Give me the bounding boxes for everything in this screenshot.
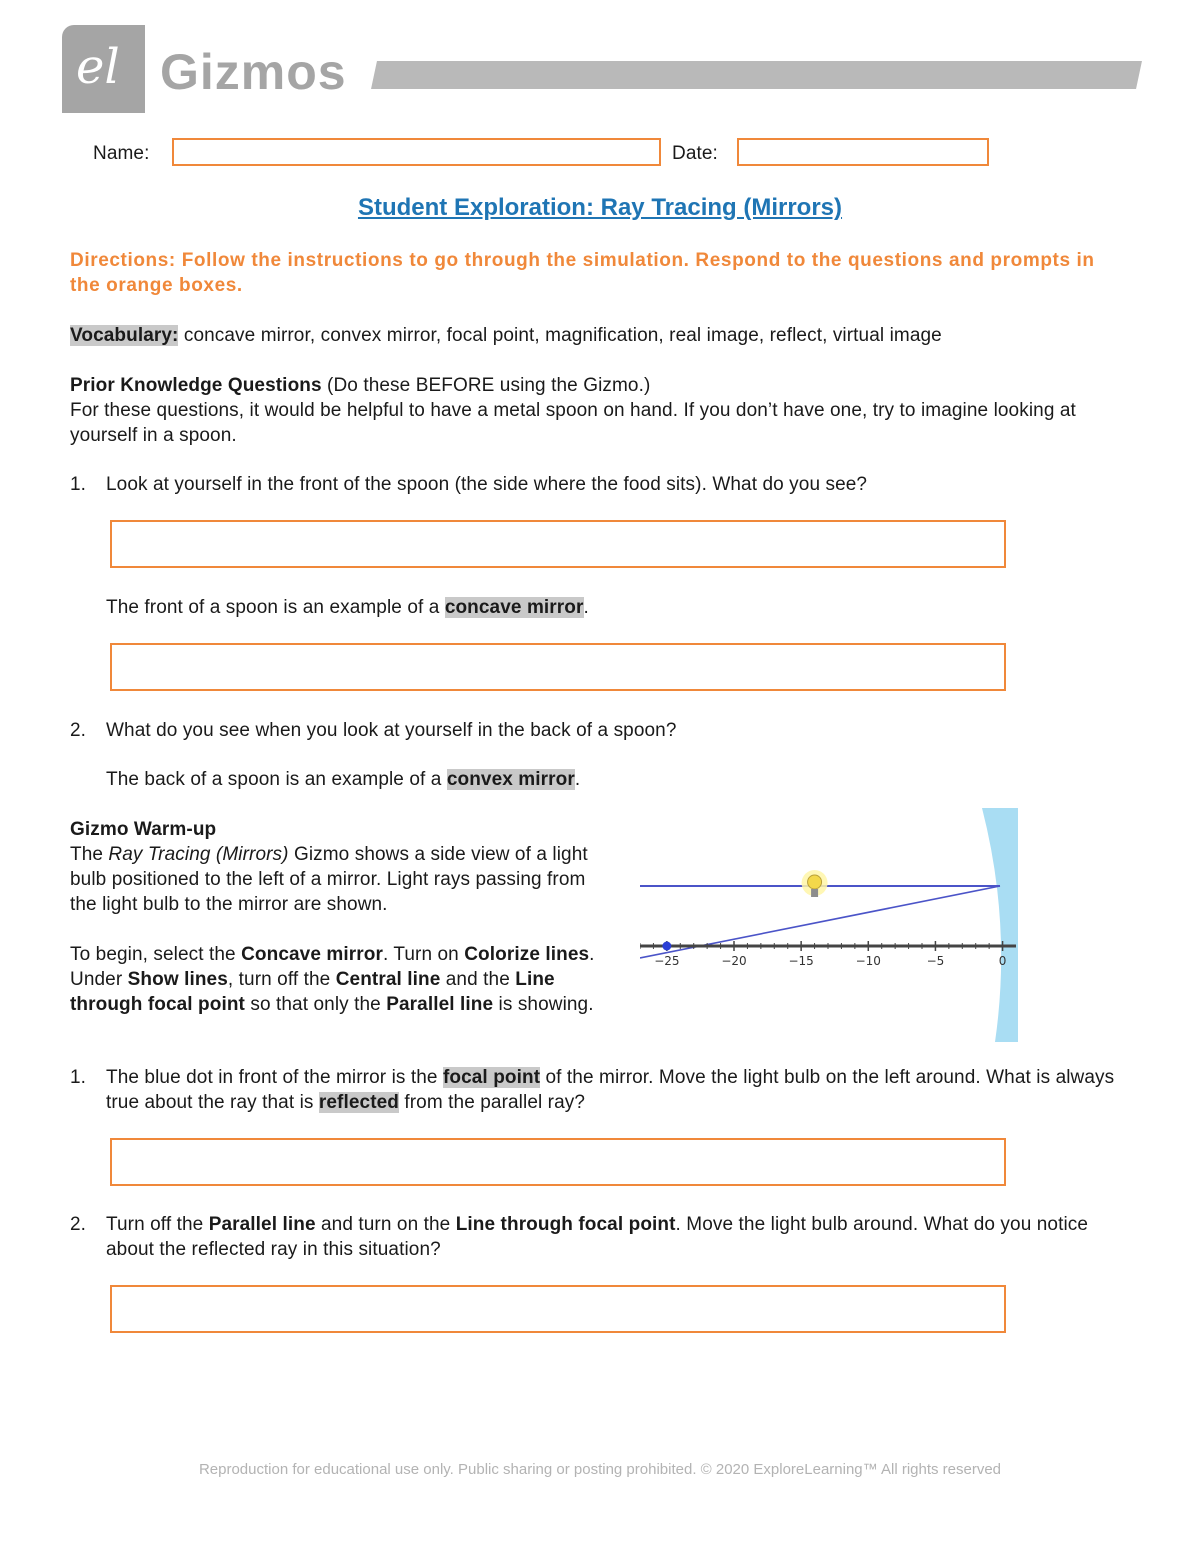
p2-show-lines: Show lines	[127, 969, 228, 990]
warmup-paragraph-1	[70, 842, 615, 917]
warmup-q2-number: 2.	[70, 1214, 87, 1235]
focal-point-term: focal point	[442, 1067, 541, 1088]
p2-parallel-line: Parallel line	[386, 994, 494, 1015]
prior-heading-note: (Do these BEFORE using the Gizmo.)	[327, 375, 651, 396]
prior-q2-note-pre: The back of a spoon is an example of a	[106, 769, 447, 790]
reflected-term: reflected	[318, 1092, 399, 1113]
date-field[interactable]	[737, 138, 989, 166]
prior-q1-note-answer-box[interactable]	[110, 643, 1006, 691]
wq2-line-through-focal-point: Line through focal point	[455, 1214, 676, 1235]
p2-a: To begin, select the	[70, 944, 242, 965]
prior-q1-number: 1.	[70, 474, 87, 495]
prior-q1-text: Look at yourself in the front of the spoon (the side where the food sits). What do you see?	[106, 474, 868, 495]
p2-colorize-lines: Colorize lines	[464, 944, 590, 965]
convex-mirror-term: convex mirror	[446, 769, 575, 790]
prior-q2-note	[106, 767, 1116, 792]
wq2-parallel-line: Parallel line	[208, 1214, 316, 1235]
warmup-p1-post: Gizmo shows a side view of a light bulb positioned to the left of a mirror. Light rays passing from the light bulb to the mirror are shown.	[70, 844, 588, 915]
prior-intro: For these questions, it would be helpful to have a metal spoon on hand. If you don’t have one, try to imagine looking at yourself in a spoon.	[70, 400, 1076, 446]
date-label: Date:	[672, 143, 718, 164]
p2-central-line: Central line	[335, 969, 441, 990]
wq1-a: The blue dot in front of the mirror is the	[106, 1067, 443, 1088]
p2-k: so that only the	[244, 994, 387, 1015]
wq2-e: . Move the light bulb around. What do you notice about the reflected ray in this situation?	[106, 1214, 1089, 1260]
light-bulb-icon[interactable]	[802, 870, 828, 897]
p2-line-through-focal-point: Line through focal point	[70, 969, 555, 1015]
wq1-c: of the mirror. Move the light bulb on the left around. What is always true about the ray that is	[106, 1067, 1115, 1113]
p2-g: , turn off the	[227, 969, 336, 990]
prior-q2-note-post: .	[574, 769, 581, 790]
prior-q1-note-pre: The front of a spoon is an example of a	[106, 597, 445, 618]
name-field[interactable]	[172, 138, 661, 166]
warmup-q1-number: 1.	[70, 1067, 87, 1088]
axis-tick-label: −25	[654, 954, 680, 968]
prior-knowledge-heading	[70, 373, 1130, 398]
footer-copyright: Reproduction for educational use only. Public sharing or posting prohibited. © 2020 ExploreLearning™ All rights reserved	[198, 1461, 1002, 1478]
warmup-q2-answer-box[interactable]	[110, 1285, 1006, 1333]
prior-q2-number: 2.	[70, 720, 87, 741]
directions: Directions: Follow the instructions to go through the simulation. Respond to the questions and prompts in the orange boxes.	[70, 250, 1095, 296]
p2-m: is showing.	[493, 994, 594, 1015]
vocabulary-terms: concave mirror, convex mirror, focal point, magnification, real image, reflect, virtual image	[183, 325, 942, 346]
warmup-section	[70, 817, 615, 1017]
warmup-paragraph-2	[70, 942, 615, 1017]
p2-i: and the	[440, 969, 516, 990]
prior-q1-note	[106, 595, 1116, 620]
warmup-q1-answer-box[interactable]	[110, 1138, 1006, 1186]
p2-e: . Under	[70, 944, 595, 990]
warmup-p1-pre: The	[70, 844, 109, 865]
prior-heading: Prior Knowledge Questions	[70, 375, 322, 396]
p2-concave-mirror: Concave mirror	[241, 944, 383, 965]
axis-tick-label: −10	[855, 954, 881, 968]
prior-q1-answer-box[interactable]	[110, 520, 1006, 568]
name-label: Name:	[93, 143, 150, 164]
prior-q2-text: What do you see when you look at yourself in the back of a spoon?	[106, 720, 677, 741]
warmup-q1-text	[106, 1065, 1116, 1115]
header	[0, 0, 1200, 120]
wq2-a: Turn off the	[106, 1214, 209, 1235]
logo-mark-text: el	[76, 39, 120, 95]
brand-logo-mark	[62, 25, 145, 113]
vocabulary	[70, 323, 1130, 348]
axis-tick-label: −5	[926, 954, 945, 968]
vocabulary-label: Vocabulary:	[70, 325, 179, 346]
ray-tracing-simulation	[640, 808, 1018, 1042]
brand-name: Gizmos	[160, 44, 347, 100]
gizmo-name: Ray Tracing (Mirrors)	[108, 844, 289, 865]
wq2-c: and turn on the	[315, 1214, 456, 1235]
page-title: Student Exploration: Ray Tracing (Mirrors)	[357, 194, 843, 221]
warmup-q2-text	[106, 1212, 1116, 1262]
prior-q1-note-post: .	[583, 597, 589, 618]
axis-tick-label: −15	[788, 954, 814, 968]
warmup-heading: Gizmo Warm-up	[70, 819, 217, 840]
axis-tick-label: −20	[721, 954, 747, 968]
header-bar	[371, 61, 1142, 89]
wq1-e: from the parallel ray?	[399, 1092, 586, 1113]
concave-mirror-term: concave mirror	[444, 597, 584, 618]
concave-mirror	[982, 808, 1018, 1042]
p2-c: . Turn on	[382, 944, 465, 965]
axis-tick-label: 0	[998, 954, 1007, 968]
focal-point-dot[interactable]	[662, 942, 671, 951]
